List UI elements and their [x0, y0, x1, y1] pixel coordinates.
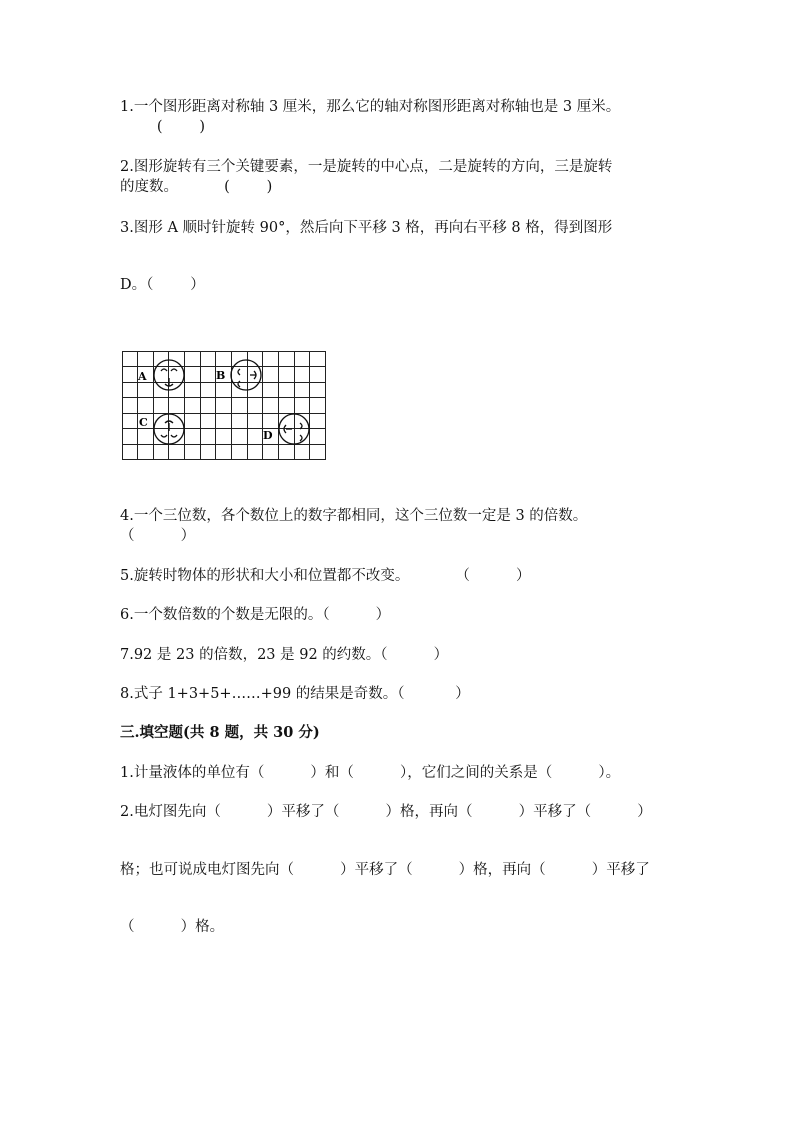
- q3-line1: 3.图形 A 顺时针旋转 90°，然后向下平移 3 格，再向右平移 8 格，得到图形: [120, 220, 613, 236]
- fill-q2-line3[interactable]: （ ）格。: [120, 919, 225, 935]
- label-a: A: [138, 370, 147, 383]
- label-c: C: [139, 416, 148, 429]
- q2-line1: 2.图形旋转有三个关键要素，一是旋转的中心点，二是旋转的方向，三是旋转: [120, 159, 613, 175]
- q6-line[interactable]: 6.一个数倍数的个数是无限的。（ ）: [120, 607, 391, 623]
- q4-line1: 4.一个三位数，各个数位上的数字都相同，这个三位数一定是 3 的倍数。: [120, 508, 588, 524]
- q7-line[interactable]: 7.92 是 23 的倍数，23 是 92 的约数。（ ）: [120, 647, 449, 663]
- q1-line1: 1.一个图形距离对称轴 3 厘米，那么它的轴对称图形距离对称轴也是 3 厘米。: [120, 99, 621, 115]
- q1-answer-blank[interactable]: ( ): [120, 119, 206, 135]
- q8-line[interactable]: 8.式子 1+3+5+……+99 的结果是奇数。（ ）: [120, 686, 470, 702]
- label-b: B: [216, 369, 226, 382]
- label-d: D: [263, 429, 273, 442]
- fill-q2-line2[interactable]: 格；也可说成电灯图先向（ ）平移了（ ）格，再向（ ）平移了: [120, 862, 650, 878]
- fill-q2-line1[interactable]: 2.电灯图先向（ ）平移了（ ）格，再向（ ）平移了（ ）: [120, 804, 652, 820]
- q5-line[interactable]: 5.旋转时物体的形状和大小和位置都不改变。 （ ）: [120, 568, 531, 584]
- q3-line2[interactable]: D。（ ）: [120, 277, 205, 293]
- rotation-grid-figure: [122, 351, 328, 463]
- grid-lines: [123, 352, 326, 460]
- fill-q1-line[interactable]: 1.计量液体的单位有（ ）和（ ），它们之间的关系是（ ）。: [120, 765, 621, 781]
- section-3-title: 三.填空题(共 8 题，共 30 分): [120, 724, 320, 741]
- q4-answer-blank[interactable]: （ ）: [120, 528, 196, 544]
- shape-b-lamp: [231, 360, 261, 390]
- q2-line2[interactable]: 的度数。 ( ): [120, 179, 273, 195]
